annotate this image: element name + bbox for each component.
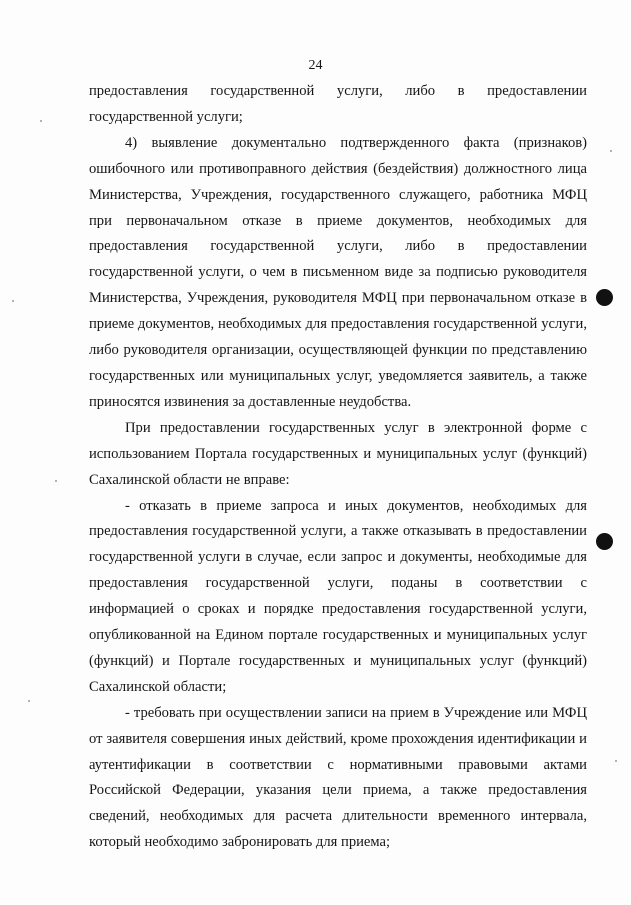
scan-speck xyxy=(12,300,14,302)
paragraph-continuation: предоставления государственной услуги, либо в предоставлении государственной услуги; xyxy=(89,83,587,125)
scan-speck xyxy=(610,150,612,152)
scan-speck xyxy=(55,480,57,482)
paragraph-refuse-request: - отказать в приеме запроса и иных документов, необходимых для предоставления государственной услуги, а также отказывать в предоставлении государственной услуги в случае, если запрос и документы, необходимые для предоставления государственной услуги, поданы в соответствии с информацией о сроках и порядке предоставления государственной услуги, опубликованной на Едином портале государственных и муниципальных услуг (функций) и Портале государственных и муниципальных услуг (функций) Сахалинской области; xyxy=(89,497,587,695)
paragraph-item-4: 4) выявление документально подтвержденного факта (признаков) ошибочного или противоправного действия (бездействия) должностного лица Министерства, Учреждения, государственного служащего, работника МФЦ при первоначальном отказе в приеме документов, необходимых для предоставления государственной услуги, либо в предоставлении государственной услуги, о чем в письменном виде за подписью руководителя Министерства, Учреждения, руководителя МФЦ при первоначальном отказе в приеме документов, необходимых для предоставления государственной услуги, либо руководителя организации, осуществляющей функции по представлению государственных или муниципальных услуг, уведомляется заявитель, а также приносятся извинения за доставленные неудобства. xyxy=(89,134,587,410)
scan-speck xyxy=(40,120,42,122)
body-text xyxy=(89,79,587,856)
paragraph-electronic-form: При предоставлении государственных услуг в электронной форме с использованием Портала государственных и муниципальных услуг (функций) Сахалинской области не вправе: xyxy=(89,419,587,488)
punch-hole-top xyxy=(596,289,613,306)
punch-hole-bottom xyxy=(596,533,613,550)
scan-speck xyxy=(28,700,30,702)
scan-speck xyxy=(615,760,617,762)
paragraph-appointment-requirements: - требовать при осуществлении записи на прием в Учреждение или МФЦ от заявителя совершения иных действий, кроме прохождения идентификации и аутентификации в соответствии с нормативными правовыми актами Российской Федерации, указания цели приема, а также предоставления сведений, необходимых для расчета длительности временного интервала, который необходимо забронировать для приема; xyxy=(89,704,587,851)
page-number: 24 xyxy=(308,58,323,73)
